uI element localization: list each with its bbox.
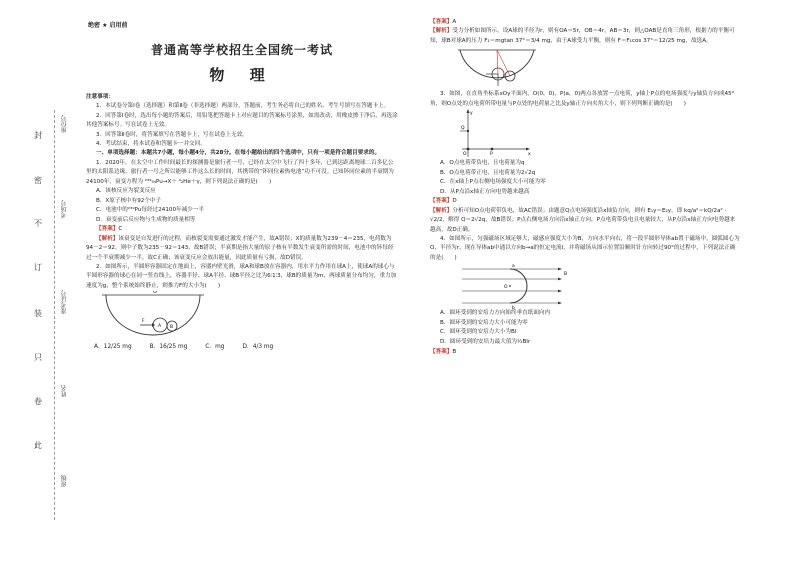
q4-option: A．圆环受到的安培力方向始终垂直纸面向内 [440,310,551,317]
fig-label: a [512,264,515,270]
notice-item: 2．回答第Ⅰ卷时，选出每小题的答案后，用铅笔把答题卡上对应题目的答案标号涂黑，如需改动，用橡皮擦干净后，再选涂其他答案标号。写在试卷上无效。 [86,112,398,129]
q4-figure [460,263,740,309]
q4-answer: 【答案】B [430,348,457,355]
q2-analysis-figure [456,46,740,90]
right-column [430,18,740,357]
q2-figure [100,291,398,339]
q2-options-row [94,341,398,350]
q3-analysis: 【解析】分析可知O点电荷带负电，故AC错误；由题意Q点电场强度沿x轴负方向，则有 E₁y＝E₂y，即 kq/a²＝kQ/2a² · √2/2，解得 Q＝2√2q，故B错误；P点右侧电场方向沿x轴正方向，P点电荷带负电且电量较大，从P点沿x轴正方向电势越来越高，故D正确。 [430,207,736,233]
q1-option: C．电池中的²³⁹Pu每经过24100年减少一半 [96,207,204,214]
q1-option: A．该核反应为裂变反应 [96,188,156,195]
q4-option: B．圆环受到的安培力大小可能为零 [440,319,528,326]
notice-item: 3．回答第Ⅱ卷时，将答案填写在答题卡上，写在试卷上无效。 [96,131,248,138]
question-4-stem: 4．如图所示，匀强磁场区域足够大，磁感应强度大小为B，方向水平向右，将一段半圆形导体ab置于磁场中，圆弧圆心为O，半径为r，现在导体ab中通以方向b→a的恒定电流I，并将磁场从图示位置沿顺时针方向转过90°的过程中，下列说法正确的是( ) [430,236,740,261]
name-label: 姓名 [61,385,68,397]
fig-label: Q [461,126,465,132]
fig-label: B [170,325,174,331]
fig-label: B [564,272,568,278]
binding-dashed-line [54,110,55,520]
fig-label: A [158,324,162,330]
section-heading: 一、单项选择题：本题共7小题，每小题4分，共28分。在每小题给出的四个选项中，只有一项是符合题目要求的。 [96,150,381,157]
q1-option: D．衰变前后反应物与生成物的质量相等 [96,216,196,223]
q1-analysis: 【解析】该衰变是自发进行的过程，而核裂变需要通过激发才能产生，故A错误；X的质量数为239－4＝235，电荷数为94－2＝92，则中子数为235－92＝143，故B错误；半衰期是指大量的原子核有半数发生衰变所需的时间，电池中的钚每经过一个半衰期减少一半，故C正确；该衰变反应会放出能量，因此质量有亏损，故D错误。 [86,235,394,261]
fig-label: P [490,152,493,158]
q3-option: D．从P点沿x轴正方向电势越来越高 [440,188,530,195]
binding-char: 卷 [34,397,42,406]
notice-item: 4．考试结束，将本试卷和答题卡一并交回。 [96,141,206,148]
fig-label: O [504,285,508,291]
exam-title: 普通高等学校招生全国统一考试 [150,43,333,57]
q1-answer: 【答案】C [96,226,123,233]
fig-label: b [512,306,515,310]
secret-mark: 绝密 ★ 启用前 [88,22,128,29]
admission-number-label: 准考证号 [61,290,68,314]
magnetic-field-diagram [460,263,570,309]
q3-option: A．O点电荷带负电，且电荷量为q [440,160,525,167]
q2-option: B．16/25 mg [149,344,188,351]
q3-answer: 【答案】D [430,198,457,205]
binding-char: 密 [34,176,42,185]
force-analysis-diagram [456,46,546,90]
seat-number-label: 座位号 [61,115,68,133]
binding-char: 不 [34,219,42,228]
exam-room-label: 考场号 [61,200,68,218]
question-1-stem: 1．2020年，在太空中工作时间最长的探测器是旅行者一号，已经在太空中飞行了四十多年，已到达距离地球二百多亿公里的太阳系边缘。旅行者一号之所以能够工作这么长的时间，其携带的“钚同位素热电池”功不可没。已知钚同位素的半衰期为24100年，衰变方程为 ²³⁹₉₄Pu→X＋ ⁴₂He＋γ，则下列说法正确的是( ) [86,159,394,185]
binding-char: 只 [34,353,42,362]
fig-label: O [463,152,467,158]
class-label: 班级 [61,475,68,487]
q2-option: C．mg [205,344,225,351]
q3-option: C．在x轴上P点右侧电场强度大小可能为零 [440,179,546,186]
q3-figure [458,109,740,159]
question-3-stem: 3．如图，在直角坐标系xOy平面内，O(0，0)、P(a，0)两点各放置一点电荷，y轴上P点的电场强度与y轴负方向成45°角，则O点处的点电荷所带电量与P点处的电荷量之比及y轴正方向夹角大小，则下列判断正确的是( ) [430,91,735,107]
fig-label: O [153,291,157,296]
q2-analysis: 【解析】受力分析如图所示，设A球的半径为r，则有OA＝5r，OB＝4r，AB＝3r，则△OAB是直角三角形，根据力的平衡可知，球B对球A的压力 F₁＝mgtan 37°＝3/4 mg，由于A球受力平衡，则有 F＝F₁cos 37°＝12/25 mg，故选A。 [430,28,735,44]
binding-char: 此 [34,441,42,450]
binding-char: 订 [34,263,42,272]
q2-option: A．12/25 mg [94,344,132,351]
q4-option: D．圆环受到的安培力最大值为½BIr [440,339,531,346]
q4-option: C．圆环受到的安培力大小为Bl [440,329,517,336]
fig-label: x [528,152,531,158]
q2-option: D．4/3 mg [242,344,274,351]
question-2-stem: 2．如图所示，半圆形容器固定在地面上，容器内壁光滑，球A和球B放在容器内，用水平力作用在球A上，使球A的球心与半圆形容器的球心在同一竖直线上，容器半径、球A半径、球B半径之比为6∶1∶3，球B的质量为m，两球质量分布均匀，重力加速度为g，整个系统始终静止，则推力F的大小为( ) [86,264,397,289]
coordinate-axes-diagram [458,109,538,159]
binding-char: 装 [34,309,42,318]
subject-title: 物 理 [209,66,275,84]
binding-char: 封 [34,131,42,140]
left-column [86,20,398,350]
semicircle-container-diagram [100,291,220,339]
fig-label: y [470,111,473,117]
notice-heading: 注意事项： [86,94,114,100]
fig-label: F [142,319,145,325]
notice-item: 1．本试卷分第Ⅰ卷（选择题）和第Ⅱ卷（非选择题）两部分。答题前，考生务必将自己的姓名、考生号填写在答题卡上。 [96,103,390,110]
q2-answer: 【答案】A [430,19,457,25]
q1-option: B．X原子核中有92个中子 [96,197,162,204]
q3-option: B．O点电荷带正电，且电荷量为2√2q [440,169,536,176]
